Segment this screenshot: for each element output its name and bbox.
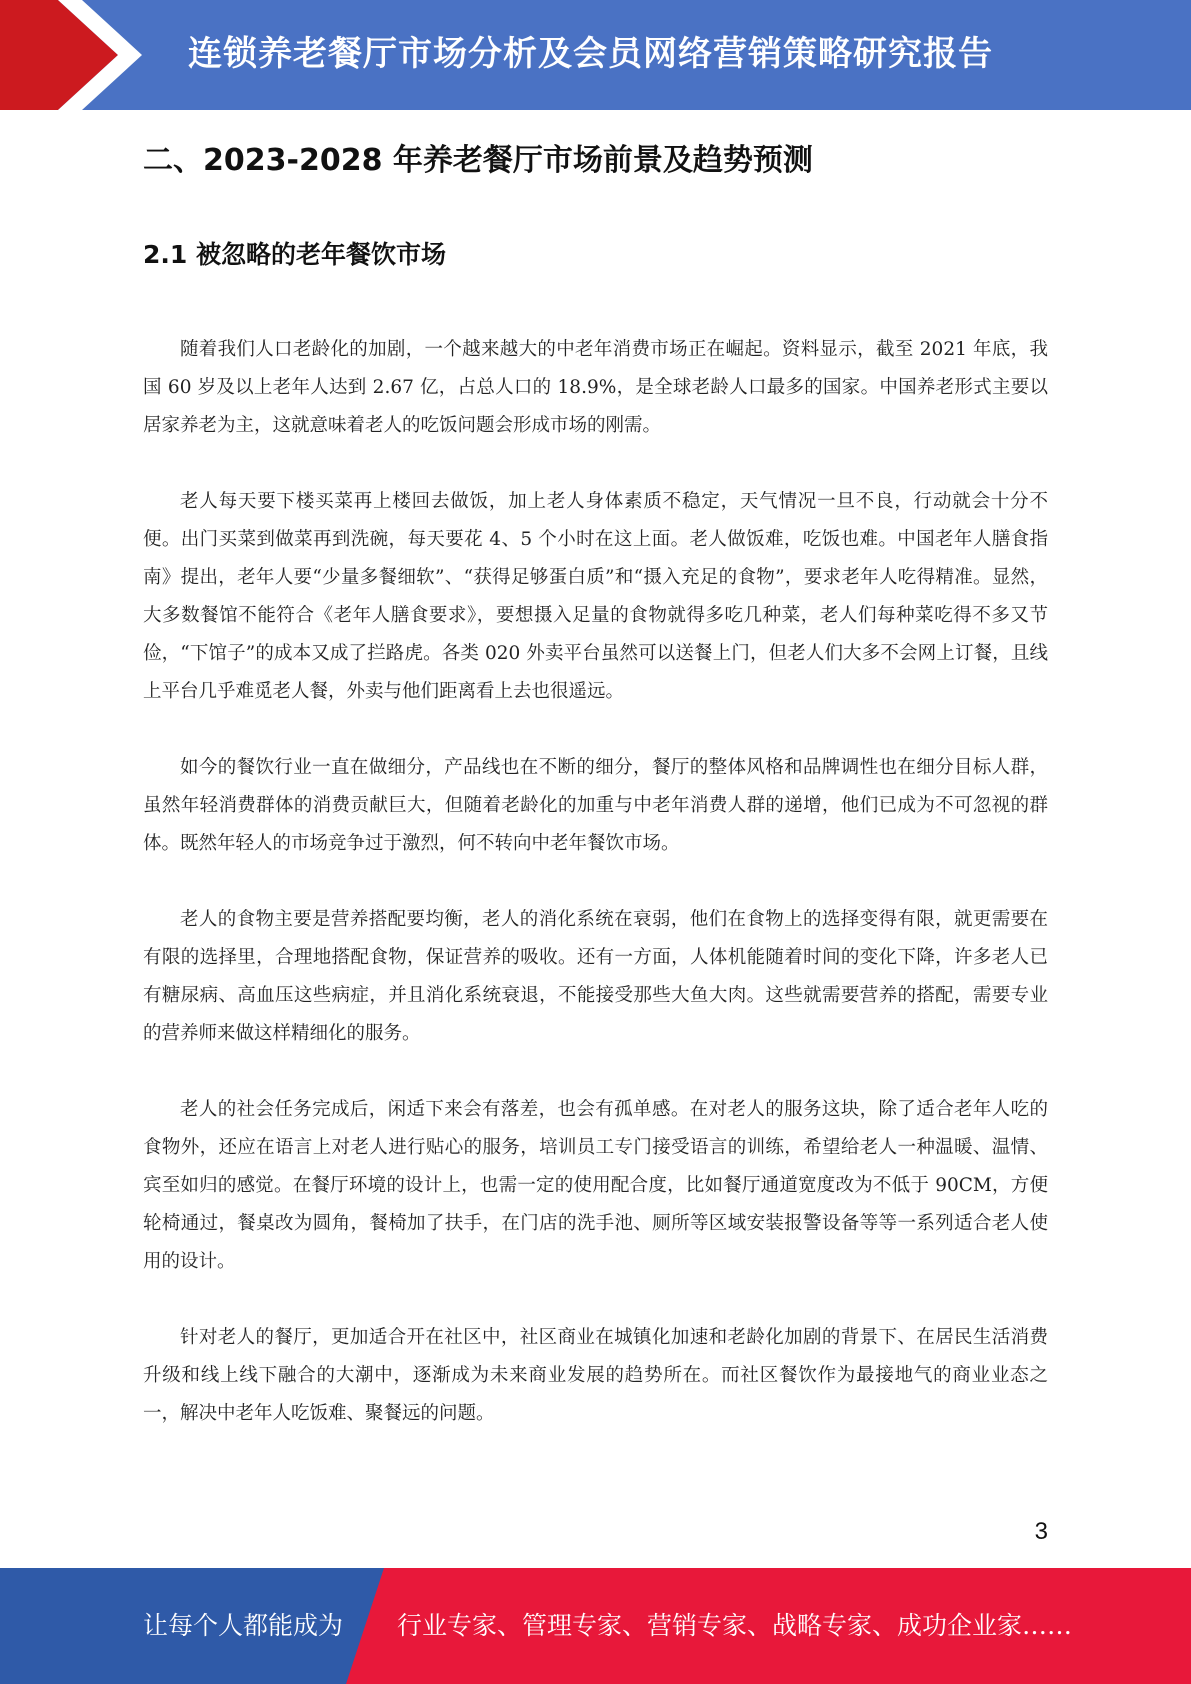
paragraph: 随着我们人口老龄化的加剧，一个越来越大的中老年消费市场正在崛起。资料显示，截至 2021 年底，我国 60 岁及以上老年人达到 2.67 亿，占总人口的 18.9%，是全球老龄人口最多的国家。中国养老形式主要以居家养老为主，这就意味着老人的吃饭问题会形成市场的刚需。: [143, 339, 1048, 436]
paragraph: 如今的餐饮行业一直在做细分，产品线也在不断的细分，餐厅的整体风格和品牌调性也在细分目标人群，虽然年轻消费群体的消费贡献巨大，但随着老龄化的加重与中老年消费人群的递增，他们已成为不可忽视的群体。既然年轻人的市场竞争过于激烈，何不转向中老年餐饮市场。: [143, 757, 1048, 854]
footer-slogan-left: 让每个人都能成为: [143, 1611, 344, 1640]
page-number: 3: [1034, 1518, 1048, 1545]
footer-slogan-right: 行业专家、管理专家、营销专家、战略专家、成功企业家……: [397, 1611, 1073, 1640]
paragraph: 老人的食物主要是营养搭配要均衡，老人的消化系统在衰弱，他们在食物上的选择变得有限，就更需要在有限的选择里，合理地搭配食物，保证营养的吸收。还有一方面，人体机能随着时间的变化下降，许多老人已有糖尿病、高血压这些病症，并且消化系统衰退，不能接受那些大鱼大肉。这些就需要营养的搭配，需要专业的营养师来做这样精细化的服务。: [143, 909, 1048, 1044]
report-footer: [0, 1568, 1191, 1684]
body-text: [143, 331, 1048, 1433]
main-content: [143, 140, 1048, 1471]
paragraph: 针对老人的餐厅，更加适合开在社区中，社区商业在城镇化加速和老龄化加剧的背景下、在居民生活消费升级和线上线下融合的大潮中，逐渐成为未来商业发展的趋势所在。而社区餐饮作为最接地气的商业业态之一，解决中老年人吃饭难、聚餐远的问题。: [143, 1327, 1048, 1424]
subsection-title: 2.1 被忽略的老年餐饮市场: [143, 240, 446, 269]
report-title: 连锁养老餐厅市场分析及会员网络营销策略研究报告: [188, 34, 993, 74]
section-title: 二、2023-2028 年养老餐厅市场前景及趋势预测: [143, 143, 813, 178]
paragraph: 老人每天要下楼买菜再上楼回去做饭，加上老人身体素质不稳定，天气情况一旦不良，行动就会十分不便。出门买菜到做菜再到洗碗，每天要花 4、5 个小时在这上面。老人做饭难，吃饭也难。中国老年人膳食指南》提出，老年人要“少量多餐细软”、“获得足够蛋白质”和“摄入充足的食物”，要求老年人吃得精准。显然，大多数餐馆不能符合《老年人膳食要求》，要想摄入足量的食物就得多吃几种菜，老人们每种菜吃得不多又节俭，“下馆子”的成本又成了拦路虎。各类 020 外卖平台虽然可以送餐上门，但老人们大多不会网上订餐，且线上平台几乎难觅老人餐，外卖与他们距离看上去也很遥远。: [143, 491, 1048, 702]
chevron-arrow-icon: [0, 0, 160, 110]
paragraph: 老人的社会任务完成后，闲适下来会有落差，也会有孤单感。在对老人的服务这块，除了适合老年人吃的食物外，还应在语言上对老人进行贴心的服务，培训员工专门接受语言的训练，希望给老人一种温暖、温情、宾至如归的感觉。在餐厅环境的设计上，也需一定的使用配合度，比如餐厅通道宽度改为不低于 90CM，方便轮椅通过，餐桌改为圆角，餐椅加了扶手，在门店的洗手池、厕所等区域安装报警设备等等一系列适合老人使用的设计。: [143, 1099, 1048, 1272]
report-header: [0, 0, 1191, 110]
